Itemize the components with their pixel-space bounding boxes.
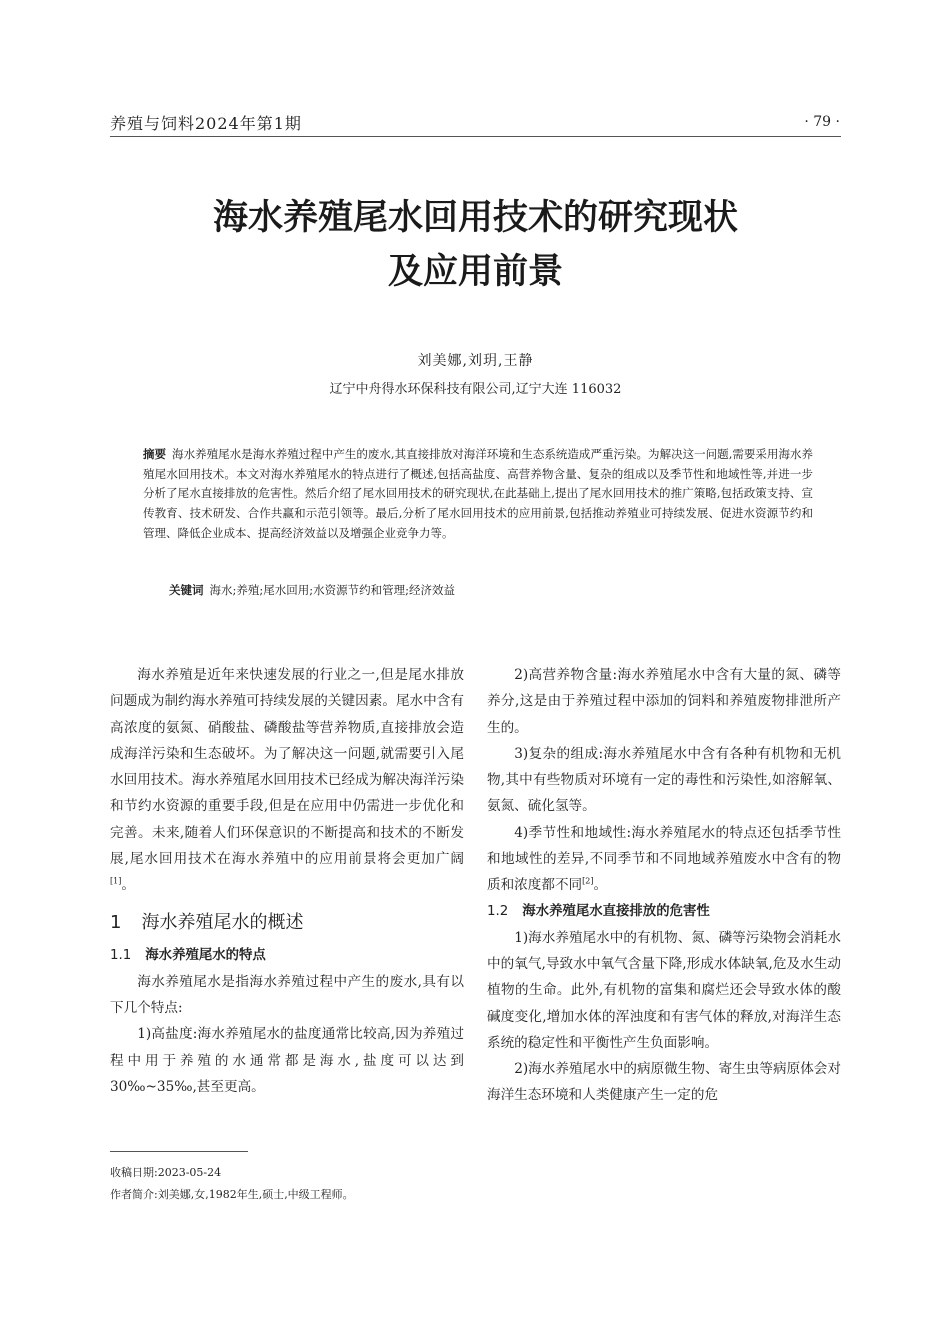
authors: 刘美娜,刘玥,王静 xyxy=(417,353,534,369)
keywords-text: 海水;养殖;尾水回用;水资源节约和管理;经济效益 xyxy=(209,583,455,597)
footnote-rule xyxy=(110,1151,248,1152)
feature-4-paragraph: 4)季节性和地域性:海水养殖尾水的特点还包括季节性和地域性的差异,不同季节和不同地域养殖废水中含有的物质和浓度都不同[2]。 xyxy=(487,824,841,894)
left-column xyxy=(110,662,464,1100)
abstract xyxy=(143,445,813,544)
feature-1-paragraph: 1)高盐度:海水养殖尾水的盐度通常比较高,因为养殖过程中用于养殖的水通常都是海水,盐度可以达到30‰~35‰,甚至更高。 xyxy=(110,1026,464,1095)
section-1-1-heading: 1.1 海水养殖尾水的特点 xyxy=(110,947,266,963)
title-line-2: 及应用前景 xyxy=(387,252,563,292)
abstract-text: 海水养殖尾水是海水养殖过程中产生的废水,其直接排放对海洋环境和生态系统造成严重污染。为解决这一问题,需要采用海水养殖尾水回用技术。本文对海水养殖尾水的特点进行了概述,包括高盐度、高营养物含量、复杂的组成以及季节性和地域性等,并进一步分析了尾水直接排放的危害性。然后介绍了尾水回用技术的研究现状,在此基础上,提出了尾水回用技术的推广策略,包括政策支持、宣传教育、技术研发、合作共赢和示范引领等。最后,分析了尾水回用技术的应用前景,包括推动养殖业可持续发展、促进水资源节约和管理、降低企业成本、提高经济效益以及增强企业竞争力等。 xyxy=(143,447,813,540)
keywords xyxy=(169,582,809,598)
hazard-2-paragraph: 2)海水养殖尾水中的病原微生物、寄生虫等病原体会对海洋生态环境和人类健康产生一定的危 xyxy=(487,1061,841,1104)
section-1-2-heading: 1.2 海水养殖尾水直接排放的危害性 xyxy=(487,903,710,919)
keywords-label: 关键词 xyxy=(169,583,204,597)
citation-ref: [2] xyxy=(582,876,594,886)
received-date: 收稿日期:2023-05-24 xyxy=(110,1166,222,1179)
affiliation: 辽宁中舟得水环保科技有限公司,辽宁大连 116032 xyxy=(329,382,622,397)
intro-paragraph: 海水养殖是近年来快速发展的行业之一,但是尾水排放问题成为制约海水养殖可持续发展的关键因素。尾水中含有高浓度的氨氮、硝酸盐、磷酸盐等营养物质,直接排放会造成海洋污染和生态破坏。为了解决这一问题,就需要引入尾水回用技术。海水养殖尾水回用技术已经成为解决海洋污染和节约水资源的重要手段,但是在应用中仍需进一步优化和完善。未来,随着人们环保意识的不断提高和技术的不断发展,尾水回用技术在海水养殖中的应用前景将会更加广阔[1]。 xyxy=(110,667,464,894)
section-1-heading: 1 海水养殖尾水的概述 xyxy=(110,911,304,933)
right-column xyxy=(487,662,841,1109)
section-1-1-intro: 海水养殖尾水是指海水养殖过程中产生的废水,具有以下几个特点: xyxy=(110,973,464,1016)
title-line-1: 海水养殖尾水回用技术的研究现状 xyxy=(212,198,738,238)
header-rule xyxy=(110,136,841,137)
feature-3-paragraph: 3)复杂的组成:海水养殖尾水中含有各种有机物和无机物,其中有些物质对环境有一定的毒性和污染性,如溶解氧、氨氮、硫化氢等。 xyxy=(487,745,841,815)
feature-2-paragraph: 2)高营养物含量:海水养殖尾水中含有大量的氮、磷等养分,这是由于养殖过程中添加的饲料和养殖废物排泄所产生的。 xyxy=(487,667,841,736)
citation-ref: [1] xyxy=(110,876,122,886)
abstract-label: 摘要 xyxy=(143,447,167,461)
author-bio: 作者简介:刘美娜,女,1982年生,硕士,中级工程师。 xyxy=(110,1188,354,1201)
journal-header: 养殖与饲料2024年第1期 xyxy=(110,114,302,133)
page-number: · 79 · xyxy=(804,114,840,130)
hazard-1-paragraph: 1)海水养殖尾水中的有机物、氮、磷等污染物会消耗水中的氧气,导致水中氧气含量下降,形成水体缺氧,危及水生动植物的生命。此外,有机物的富集和腐烂还会导致水体的酸碱度变化,增加水体的浑浊度和有害气体的释放,对海洋生态系统的稳定性和平衡性产生负面影响。 xyxy=(487,929,841,1051)
